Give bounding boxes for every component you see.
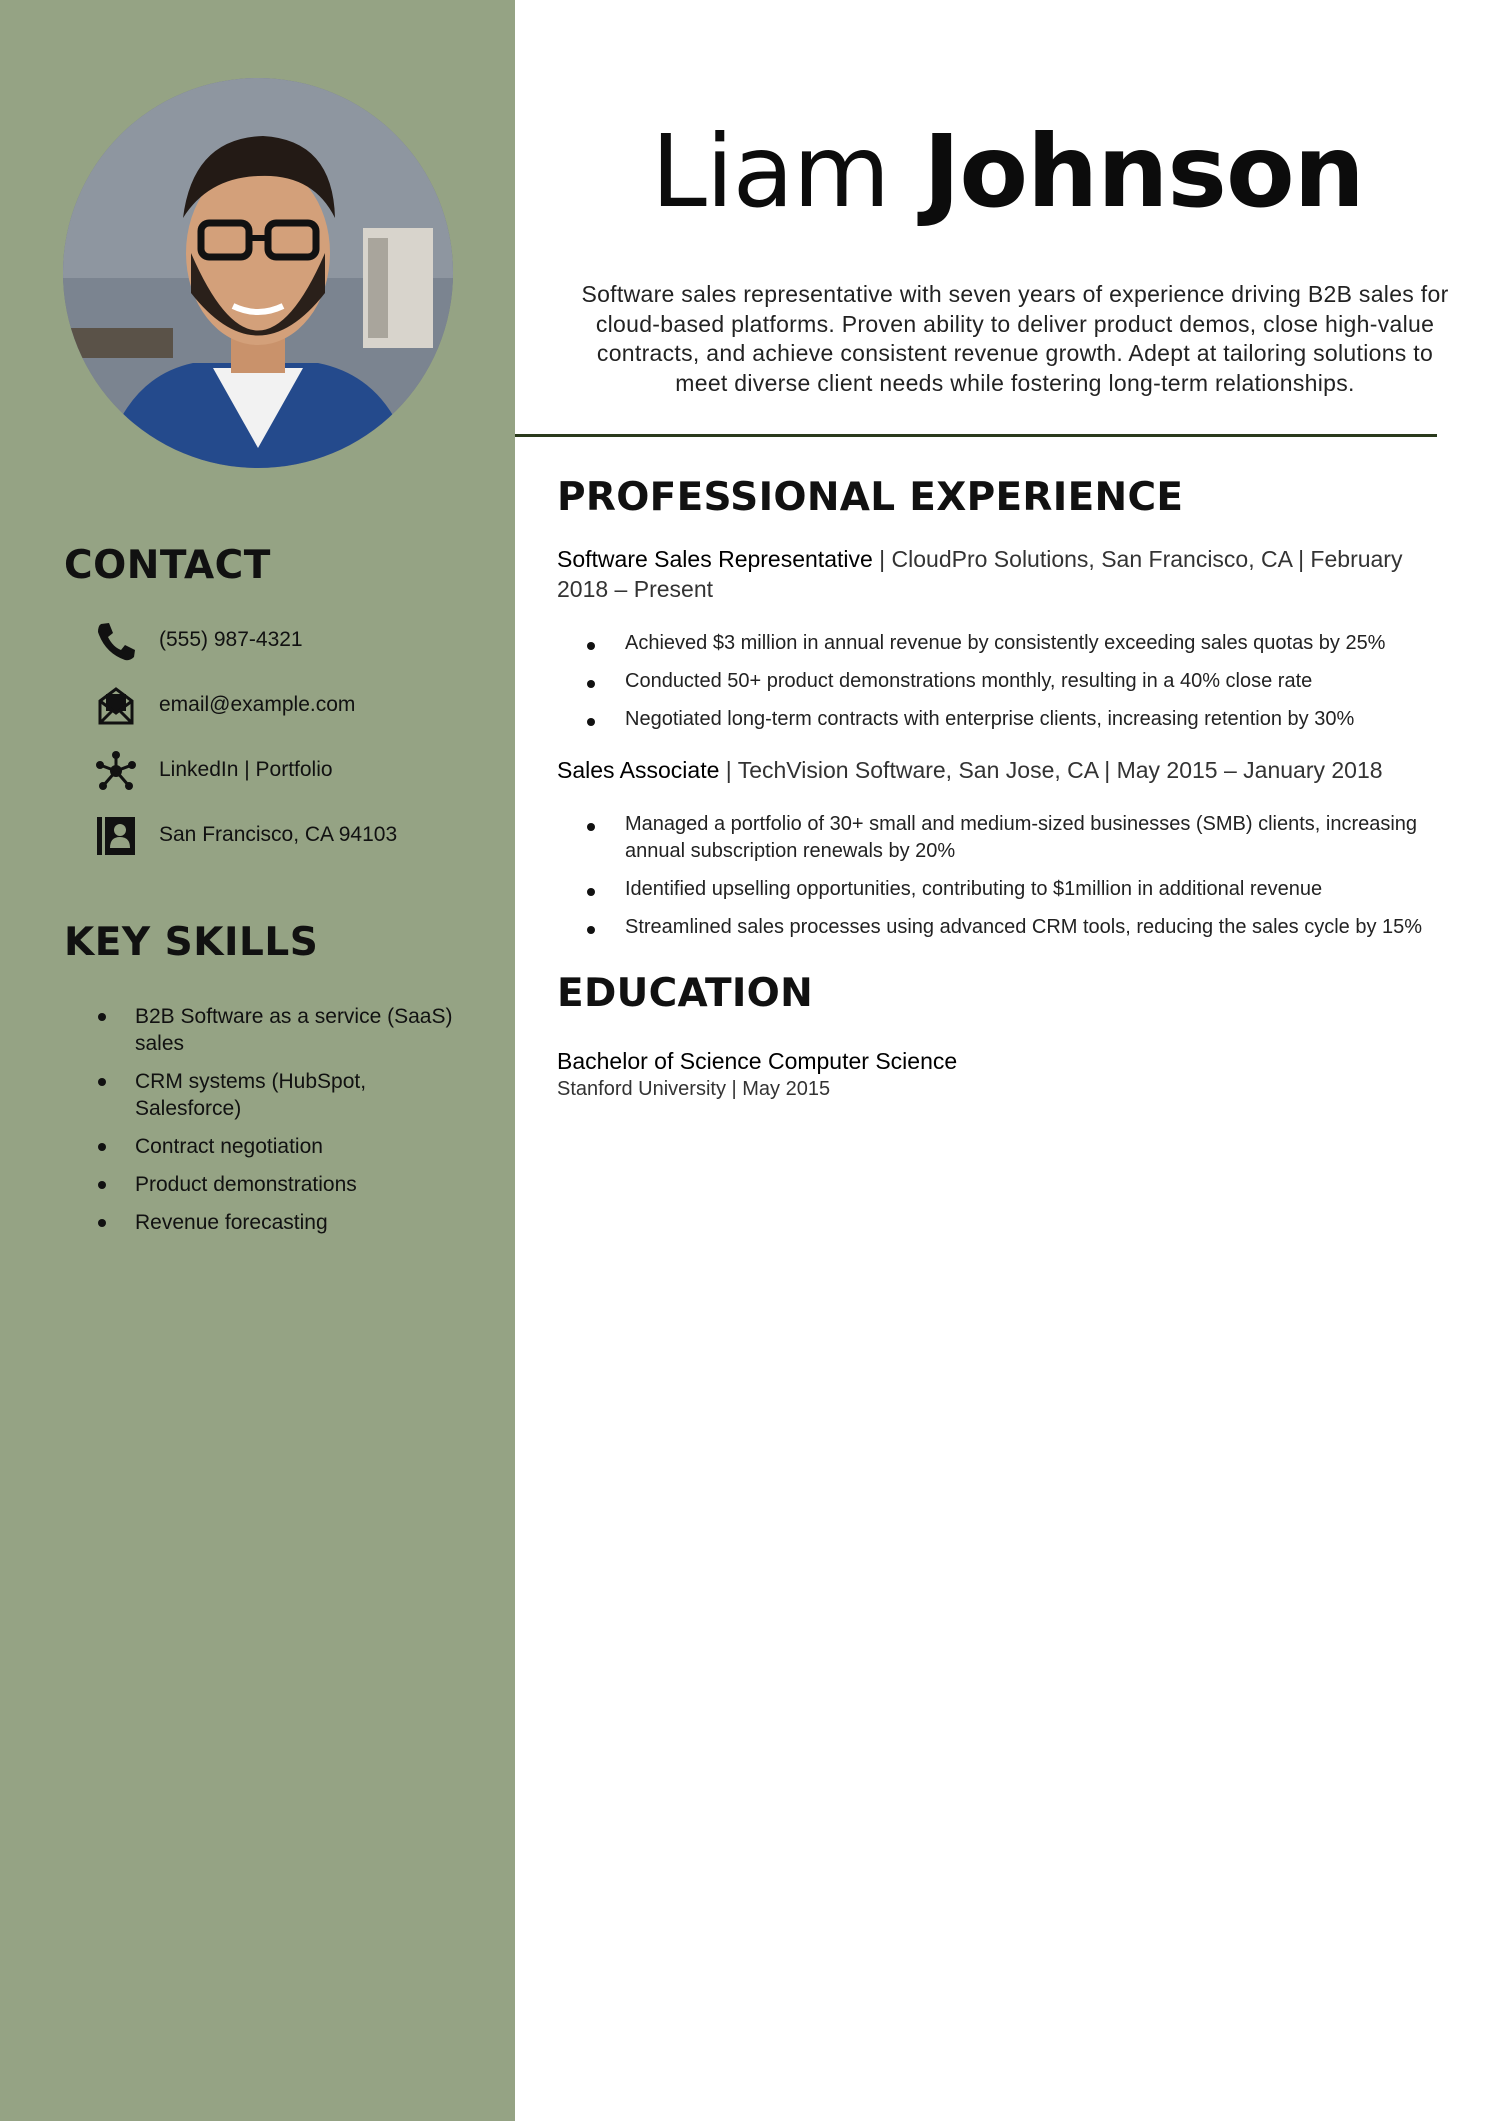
degree: Bachelor of Science Computer Science: [557, 1048, 958, 1074]
skill-item: Contract negotiation: [95, 1133, 475, 1160]
job-title-line: [557, 544, 1437, 604]
key-skills-heading: KEY SKILLS: [64, 920, 319, 965]
envelope-icon: [95, 685, 137, 727]
achievement-item: Identified upselling opportunities, contributing to $1million in additional revenue: [557, 876, 1437, 903]
achievement-item: Streamlined sales processes using advanced CRM tools, reducing the sales cycle by 15%: [557, 914, 1437, 941]
experience-heading: PROFESSIONAL EXPERIENCE: [557, 475, 1184, 520]
professional-summary: Software sales representative with seven years of experience driving B2B sales for cloud-based platforms. Proven ability to deliver product demos, close high-value contracts, and achieve consistent revenue growth. Adept at tailoring solutions to meet diverse client needs while fostering long-term relationships.: [581, 281, 1449, 396]
job-entry: [557, 755, 1437, 941]
contact-address: San Francisco, CA 94103: [159, 823, 398, 846]
job-role: Software Sales Representative: [557, 546, 873, 572]
achievement-item: Achieved $3 million in annual revenue by consistently exceeding sales quotas by 25%: [557, 630, 1437, 657]
first-name: Liam: [651, 113, 890, 230]
education-entry: [557, 1046, 1437, 1102]
profile-photo-illustration: [63, 78, 453, 468]
skill-item: Product demonstrations: [95, 1171, 475, 1198]
job-entry: [557, 544, 1437, 733]
skill-item: CRM systems (HubSpot, Salesforce): [95, 1068, 475, 1122]
job-title-line: [557, 755, 1437, 785]
contact-links: LinkedIn | Portfolio: [159, 758, 333, 781]
skill-item: Revenue forecasting: [95, 1209, 475, 1236]
achievement-item: Conducted 50+ product demonstrations monthly, resulting in a 40% close rate: [557, 668, 1437, 695]
contact-phone: (555) 987-4321: [159, 628, 303, 651]
contact-heading: CONTACT: [64, 543, 271, 588]
job-achievements: [557, 811, 1437, 941]
achievement-item: Managed a portfolio of 30+ small and medium-sized businesses (SMB) clients, increasing annual subscription renewals by 20%: [557, 811, 1437, 865]
candidate-name: [515, 112, 1500, 232]
skill-item: B2B Software as a service (SaaS) sales: [95, 1003, 475, 1057]
main-content: [557, 470, 1437, 1102]
contact-email: email@example.com: [159, 693, 356, 716]
job-achievements: [557, 630, 1437, 733]
last-name: Johnson: [923, 113, 1364, 230]
phone-icon: [95, 620, 137, 662]
address-book-icon: [95, 815, 137, 857]
skills-list: [95, 1003, 475, 1247]
job-role: Sales Associate: [557, 757, 720, 783]
job-details: | CloudPro Solutions, San Francisco, CA | February 2018 – Present: [557, 546, 1403, 602]
education-heading: EDUCATION: [557, 971, 814, 1016]
network-icon: [95, 750, 137, 792]
header-divider: [515, 434, 1437, 437]
profile-photo: [63, 78, 453, 468]
sidebar: [0, 0, 515, 2121]
school: Stanford University | May 2015: [557, 1078, 831, 1100]
achievement-item: Negotiated long-term contracts with enterprise clients, increasing retention by 30%: [557, 706, 1437, 733]
job-details: | TechVision Software, San Jose, CA | May 2015 – January 2018: [719, 757, 1383, 783]
